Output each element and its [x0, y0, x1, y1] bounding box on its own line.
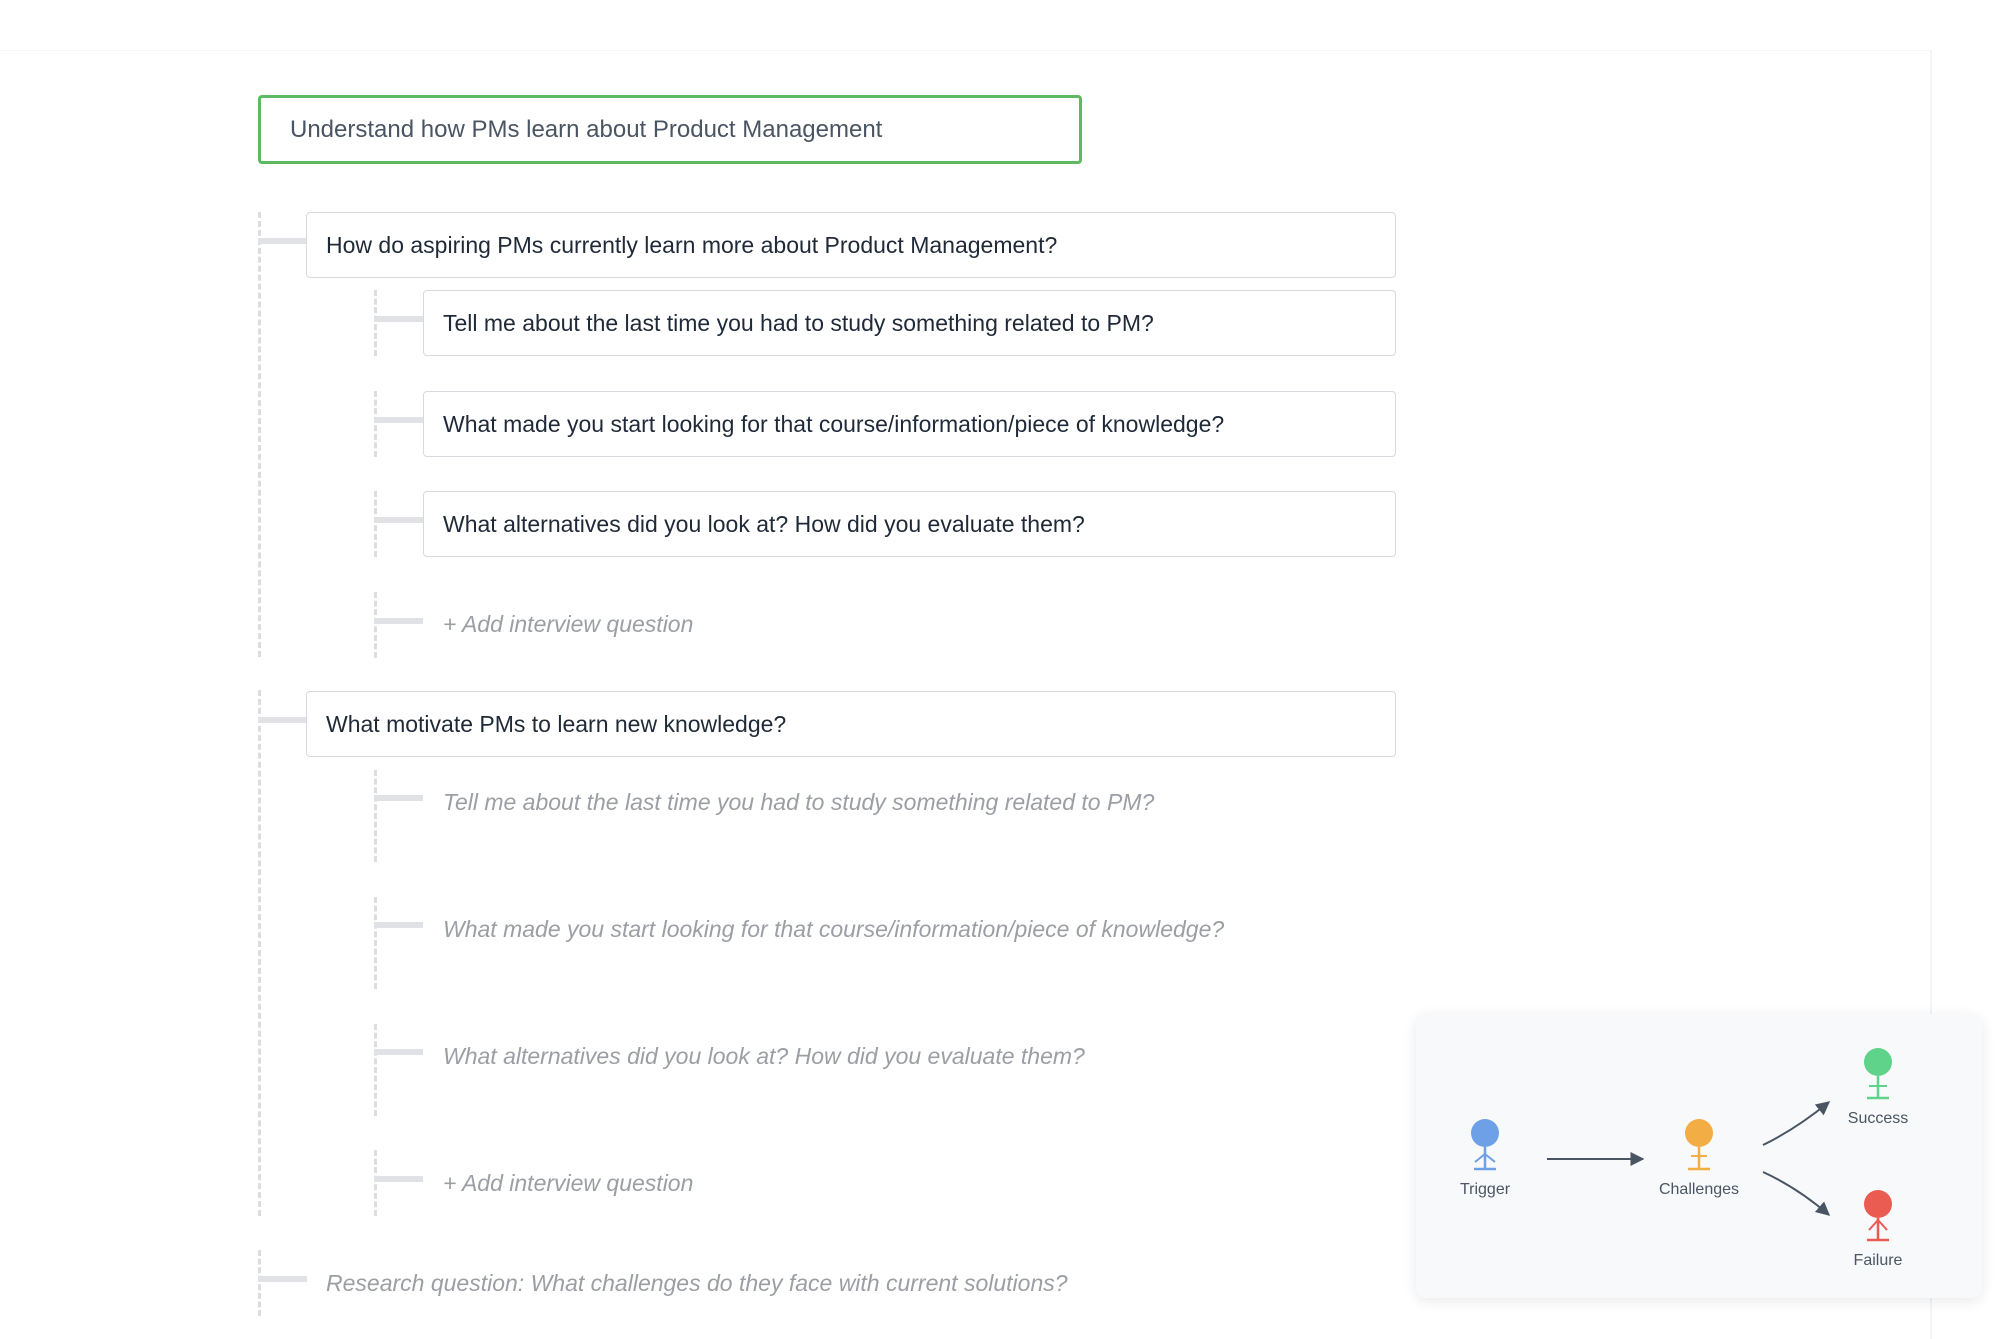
interview-question-text: What alternatives did you look at? How did you evaluate them?: [443, 510, 1085, 537]
success-person-icon: [1864, 1048, 1892, 1098]
add-interview-question-button[interactable]: + Add interview question: [443, 611, 694, 637]
research-question-box[interactable]: [306, 691, 1396, 757]
interview-question-box[interactable]: [423, 391, 1396, 457]
tree-connector-horizontal: [258, 717, 307, 723]
research-question-text: What motivate PMs to learn new knowledge?: [326, 710, 787, 737]
research-goal-text: Understand how PMs learn about Product Management: [290, 115, 883, 143]
tree-connector-horizontal: [374, 417, 423, 423]
research-goal-box[interactable]: [258, 95, 1082, 164]
tree-connector-horizontal: [258, 238, 307, 244]
legend-label-trigger: Trigger: [1459, 1181, 1511, 1198]
tree-connector-vertical: [374, 897, 377, 989]
tree-connector-vertical: [258, 212, 261, 657]
tree-connector-horizontal: [374, 618, 423, 624]
tree-connector-horizontal: [374, 922, 423, 928]
research-question-text: How do aspiring PMs currently learn more about Product Management?: [326, 231, 1058, 258]
suggested-interview-question[interactable]: What made you start looking for that course/information/piece of knowledge?: [443, 916, 1225, 942]
interview-question-text: Tell me about the last time you had to study something related to PM?: [443, 309, 1154, 336]
tree-connector-vertical: [374, 1150, 377, 1216]
suggested-interview-question[interactable]: Tell me about the last time you had to study something related to PM?: [443, 789, 1155, 815]
legend-label-challenges: Challenges: [1658, 1181, 1740, 1198]
tree-connector-vertical: [374, 770, 377, 862]
tree-connector-vertical: [374, 592, 377, 658]
research-question-box[interactable]: [306, 212, 1396, 278]
tree-connector-vertical: [258, 1250, 261, 1316]
add-interview-question-button[interactable]: + Add interview question: [443, 1170, 694, 1196]
journey-legend-card: [1416, 1014, 1982, 1298]
tree-connector-horizontal: [374, 1049, 423, 1055]
tree-connector-horizontal: [374, 795, 423, 801]
tree-connector-horizontal: [374, 316, 423, 322]
interview-question-box[interactable]: [423, 290, 1396, 356]
tree-connector-vertical: [374, 1024, 377, 1116]
challenges-person-icon: [1685, 1119, 1713, 1169]
interview-question-text: What made you start looking for that course/information/piece of knowledge?: [443, 410, 1225, 437]
trigger-person-icon: [1471, 1119, 1499, 1169]
tree-connector-horizontal: [258, 1276, 307, 1282]
interview-question-box[interactable]: [423, 491, 1396, 557]
tree-connector-vertical: [374, 290, 377, 356]
legend-label-failure: Failure: [1853, 1252, 1903, 1269]
top-band: [0, 0, 1932, 51]
add-research-question-input[interactable]: Research question: What challenges do they face with current solutions?: [326, 1270, 1068, 1296]
arrow-challenges-to-failure: [1763, 1172, 1829, 1215]
failure-person-icon: [1864, 1190, 1892, 1240]
suggested-interview-question[interactable]: What alternatives did you look at? How did you evaluate them?: [443, 1043, 1085, 1069]
tree-connector-vertical: [374, 491, 377, 557]
tree-connector-vertical: [258, 690, 261, 1216]
tree-connector-horizontal: [374, 1176, 423, 1182]
tree-connector-vertical: [374, 391, 377, 457]
tree-connector-horizontal: [374, 517, 423, 523]
legend-label-success: Success: [1847, 1110, 1909, 1127]
